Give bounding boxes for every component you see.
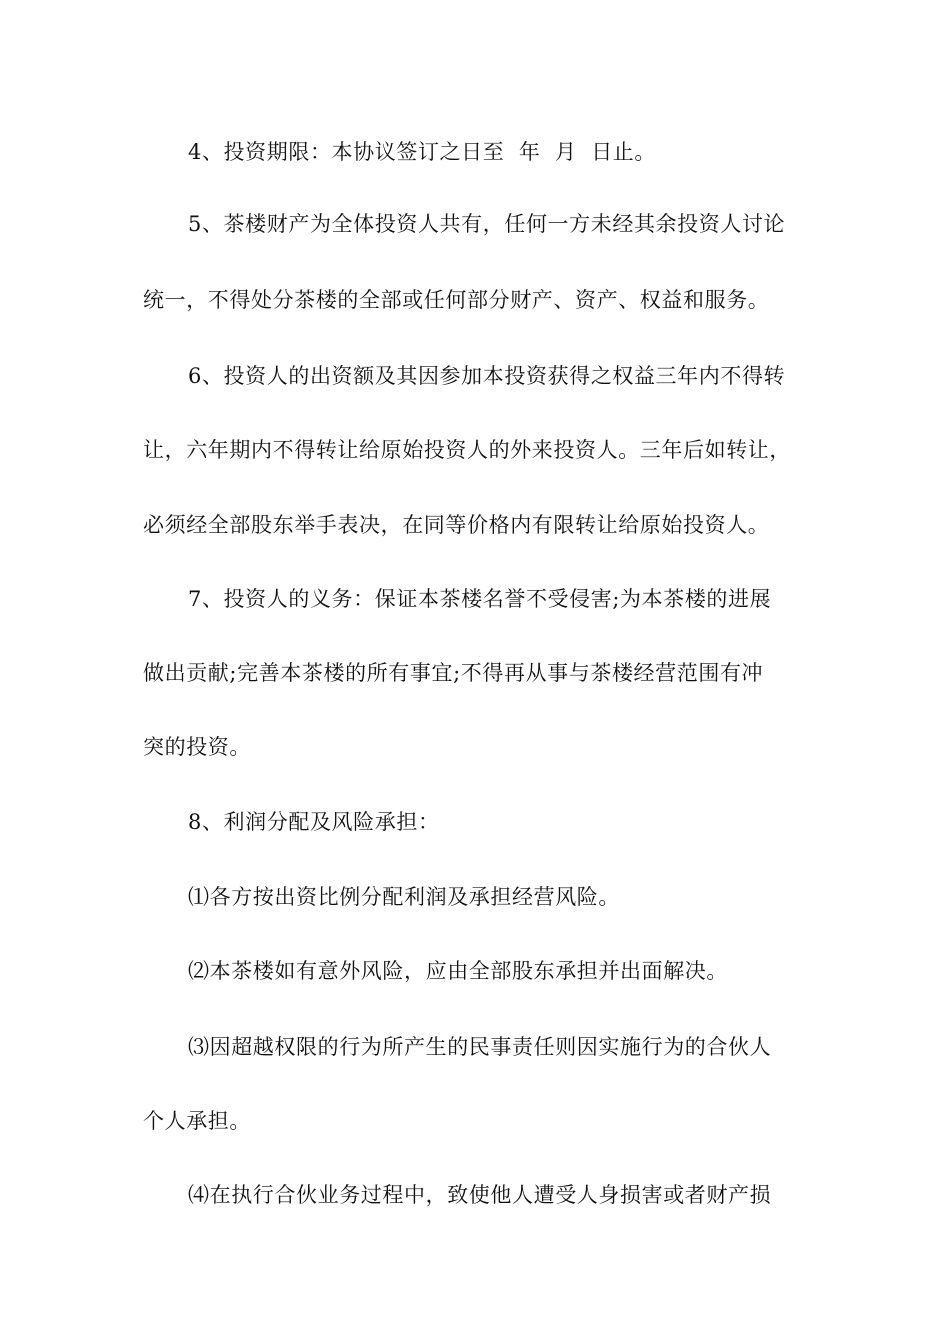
clause-6-line-1: 6、投资人的出资额及其因参加本投资获得之权益三年内不得转 (188, 364, 786, 388)
clause-8-item-2: ⑵本茶楼如有意外风险，应由全部股东承担并出面解决。 (188, 959, 728, 983)
clause-8-item-3-line-1: ⑶因超越权限的行为所产生的民事责任则因实施行为的合伙人 (188, 1035, 772, 1059)
clause-7-line-2: 做出贡献;完善本茶楼的所有事宜;不得再从事与茶楼经营范围有冲 (143, 661, 764, 685)
clause-8-item-1: ⑴各方按出资比例分配利润及承担经营风险。 (188, 885, 620, 909)
clause-8-heading: 8、利润分配及风险承担： (188, 810, 440, 834)
clause-8-item-3-line-2: 个人承担。 (143, 1109, 251, 1133)
clause-8-item-4-line-1: ⑷在执行合伙业务过程中，致使他人遭受人身损害或者财产损 (188, 1183, 772, 1207)
clause-4-line-1: 4、投资期限：本协议签订之日至 年 月 日止。 (188, 140, 657, 164)
clause-7-line-1: 7、投资人的义务：保证本茶楼名誉不受侵害;为本茶楼的进展 (188, 587, 772, 611)
clause-7-line-3: 突的投资。 (143, 735, 251, 759)
clause-5-line-1: 5、茶楼财产为全体投资人共有，任何一方未经其余投资人讨论 (188, 212, 786, 236)
clause-6-line-2: 让，六年期内不得转让给原始投资人的外来投资人。三年后如转让， (143, 438, 791, 462)
clause-5-line-2: 统一，不得处分茶楼的全部或任何部分财产、资产、权益和服务。 (143, 288, 770, 312)
clause-6-line-3: 必须经全部股东举手表决，在同等价格内有限转让给原始投资人。 (143, 513, 770, 537)
